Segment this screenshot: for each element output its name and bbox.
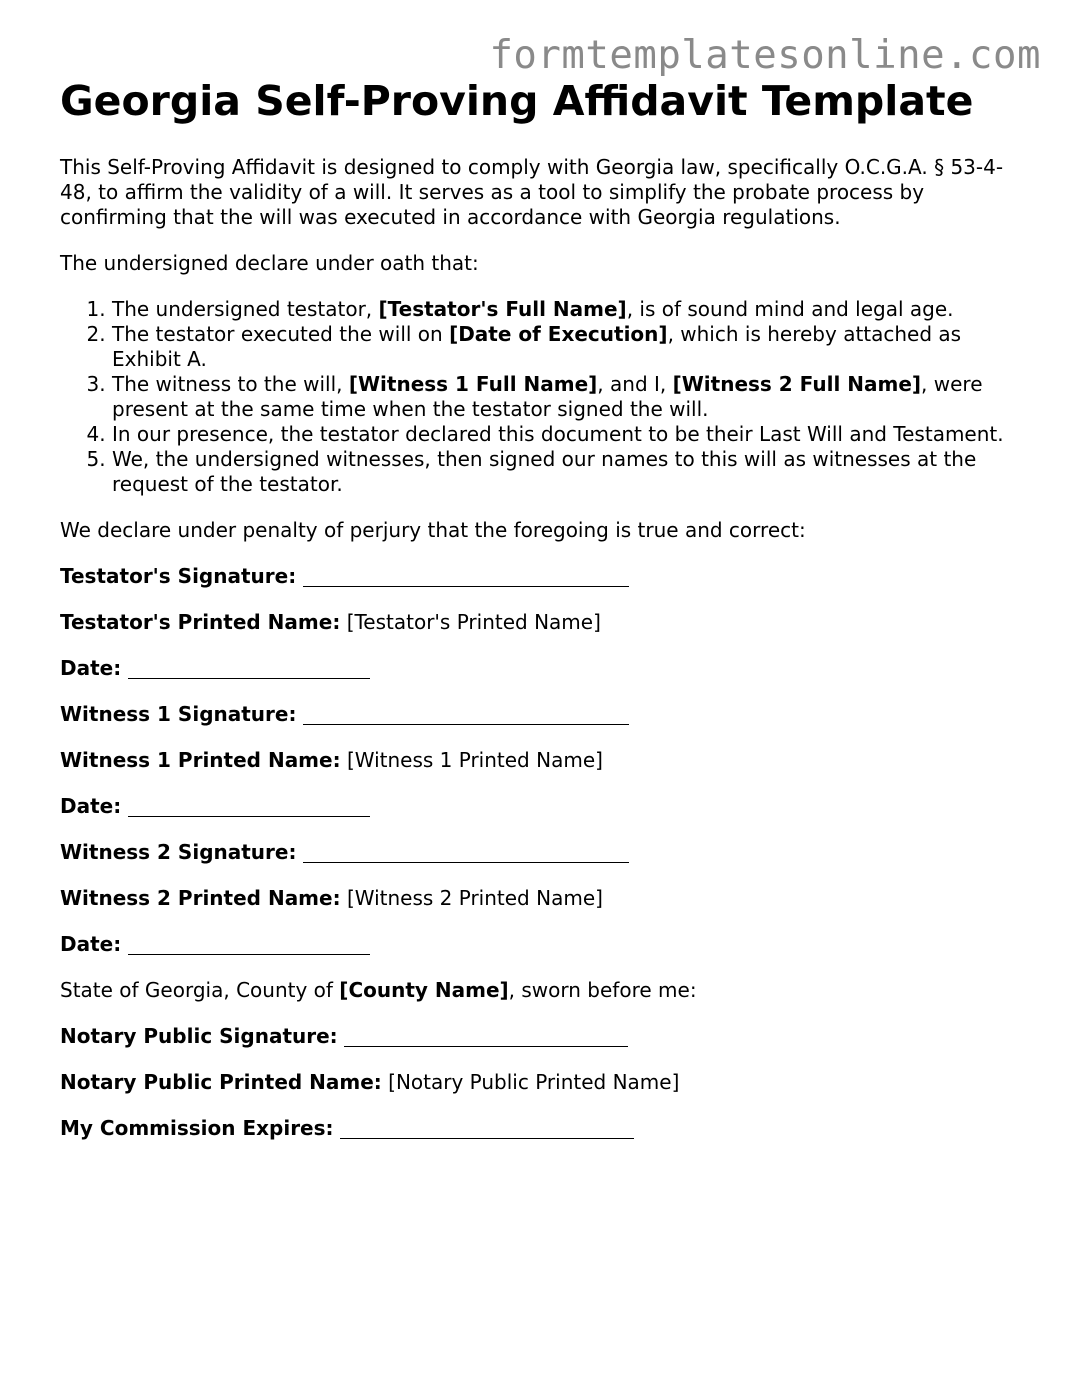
document-body (60, 75, 1020, 1141)
field-label: Testator's Signature: (60, 564, 297, 588)
commission-expires-line[interactable] (340, 1118, 634, 1139)
list-item: 2. The testator executed the will on [Date of Execution], which is hereby attached as Exhibit A. (112, 322, 1020, 372)
watermark: formtemplatesonline.com (489, 33, 1041, 78)
placeholder-testator-full-name: [Testator's Full Name] (378, 297, 627, 321)
placeholder-witness-1-full-name: [Witness 1 Full Name] (348, 372, 598, 396)
field-label: Date: (60, 932, 122, 956)
witness-1-printed-name-row (60, 748, 1020, 773)
witness-2-printed-name-row (60, 886, 1020, 911)
closing-statement: We declare under penalty of perjury that the foregoing is true and correct: (60, 518, 806, 542)
placeholder-witness-2-full-name: [Witness 2 Full Name] (672, 372, 922, 396)
testator-signature-line[interactable] (303, 566, 629, 587)
field-label: Date: (60, 794, 122, 818)
field-label: Notary Public Printed Name: (60, 1070, 382, 1094)
commission-expires-row (60, 1116, 1020, 1141)
witness-1-signature-row (60, 702, 1020, 727)
list-item: 5. We, the undersigned witnesses, then signed our names to this will as witnesses at the request of the testator. (112, 447, 1020, 497)
witness-2-signature-row (60, 840, 1020, 865)
notary-signature-row (60, 1024, 1020, 1049)
witness-1-date-row (60, 794, 1020, 819)
declare-intro: The undersigned declare under oath that: (60, 251, 479, 275)
list-item: 3. The witness to the will, [Witness 1 Full Name], and I, [Witness 2 Full Name], were present at the same time when the testator signed the will. (112, 372, 1020, 422)
field-label: Witness 2 Printed Name: (60, 886, 341, 910)
witness-2-printed-name-value: [Witness 2 Printed Name] (346, 886, 603, 910)
notary-printed-name-row (60, 1070, 1020, 1095)
testator-date-line[interactable] (128, 658, 370, 679)
testator-printed-name-value: [Testator's Printed Name] (346, 610, 601, 634)
declaration-list (60, 297, 1020, 497)
placeholder-date-of-execution: [Date of Execution] (449, 322, 668, 346)
intro-paragraph: This Self-Proving Affidavit is designed to comply with Georgia law, specifically O.C.G.A. § 53-4-48, to affirm the validity of a will. It serves as a tool to simplify the probate process by confirming that the will was executed in accordance with Georgia regulations. (60, 155, 1004, 229)
field-label: Witness 1 Signature: (60, 702, 297, 726)
field-label: Date: (60, 656, 122, 680)
list-item: 4. In our presence, the testator declared this document to be their Last Will and Testament. (112, 422, 1020, 447)
document-title: Georgia Self-Proving Affidavit Template (60, 77, 974, 125)
notary-printed-name-value: [Notary Public Printed Name] (388, 1070, 680, 1094)
placeholder-county-name: [County Name] (339, 978, 509, 1002)
state-county-row: State of Georgia, County of [County Name], sworn before me: (60, 978, 697, 1002)
field-label: Testator's Printed Name: (60, 610, 341, 634)
list-item: 1. The undersigned testator, [Testator's Full Name], is of sound mind and legal age. (112, 297, 1020, 322)
field-label: My Commission Expires: (60, 1116, 334, 1140)
testator-signature-row (60, 564, 1020, 589)
testator-printed-name-row (60, 610, 1020, 635)
witness-1-signature-line[interactable] (303, 704, 629, 725)
witness-1-printed-name-value: [Witness 1 Printed Name] (346, 748, 603, 772)
field-label: Witness 1 Printed Name: (60, 748, 341, 772)
field-label: Witness 2 Signature: (60, 840, 297, 864)
witness-1-date-line[interactable] (128, 796, 370, 817)
testator-date-row (60, 656, 1020, 681)
notary-signature-line[interactable] (344, 1026, 628, 1047)
witness-2-date-line[interactable] (128, 934, 370, 955)
witness-2-date-row (60, 932, 1020, 957)
witness-2-signature-line[interactable] (303, 842, 629, 863)
field-label: Notary Public Signature: (60, 1024, 338, 1048)
